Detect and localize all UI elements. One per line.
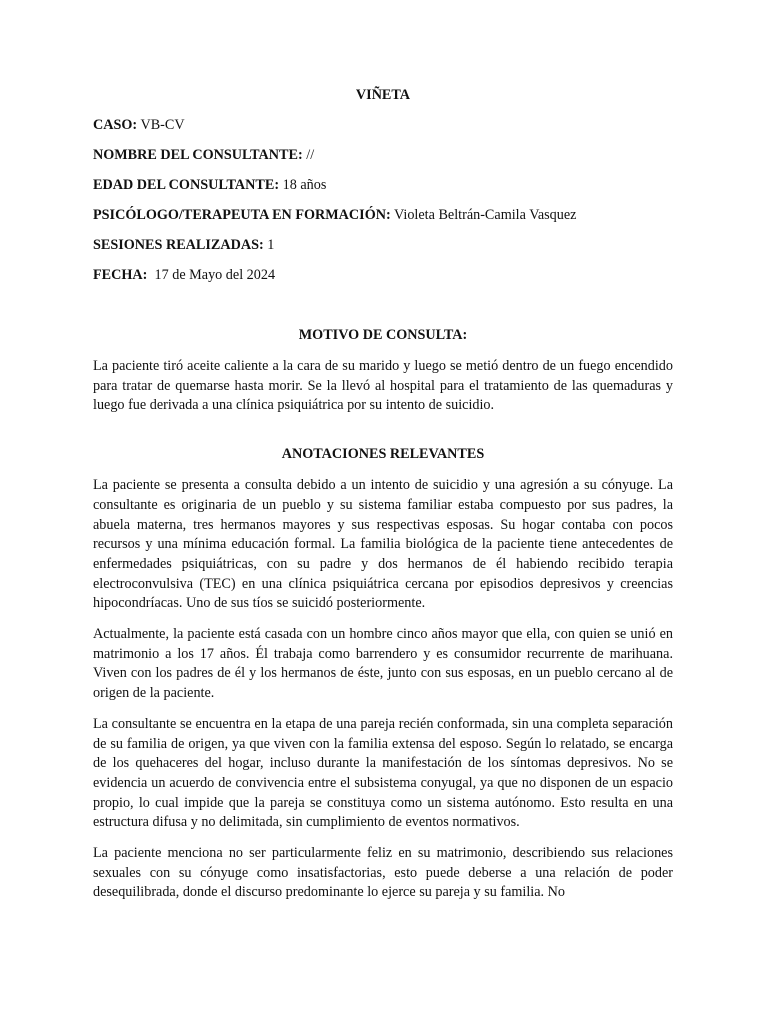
anotaciones-paragraph-4: La paciente menciona no ser particularmente feliz en su matrimonio, describiendo sus relaciones sexuales con su cónyuge como insatisfactorias, esto puede deberse a una relación de poder desequilibrada, donde el discurso predominante lo ejerce su pareja y su familia. No: [93, 845, 673, 901]
field-caso-value: VB-CV: [137, 117, 185, 133]
field-fecha-value: 17 de Mayo del 2024: [147, 267, 276, 283]
anotaciones-heading: ANOTACIONES RELEVANTES: [281, 446, 485, 463]
anotaciones-paragraph-2: Actualmente, la paciente está casada con un hombre cinco años mayor que ella, con quien se unió en matrimonio a los 17 años. Él trabaja como barrendero y es consumidor recurrente de marihuana. Viven con los padres de él y los hermanos de éste, junto con sus esposas, en un pueblo cercano al de origen de la paciente.: [93, 626, 673, 702]
field-sesiones: [93, 236, 673, 256]
anotaciones-paragraph-1: La paciente se presenta a consulta debido a un intento de suicidio y una agresión a su cónyuge. La consultante es originaria de un pueblo y su sistema familiar estaba compuesto por sus padres, la abuela materna, tres hermanos mayores y sus respectivas esposas. Su hogar contaba con pocos recursos y una mínima educación formal. La familia biológica de la paciente tiene antecedentes de enfermedades psiquiátricas, con su padre y dos hermanos de él habiendo recibido terapia electroconvulsiva (TEC) en una clínica psiquiátrica cercana por episodios depresivos y creencias hipocondríacas. Uno de sus tíos se suicidó posteriormente.: [93, 477, 673, 612]
field-sesiones-label: SESIONES REALIZADAS:: [93, 237, 264, 253]
field-caso: [93, 116, 673, 136]
field-nombre-consultante: [93, 146, 673, 166]
field-fecha-label: FECHA:: [93, 267, 148, 283]
field-sesiones-value: 1: [263, 237, 275, 253]
field-psicologo-label: PSICÓLOGO/TERAPEUTA EN FORMACIÓN:: [93, 207, 391, 223]
field-nombre-consultante-label: NOMBRE DEL CONSULTANTE:: [93, 147, 303, 163]
document-title: VIÑETA: [355, 87, 411, 103]
motivo-paragraph: La paciente tiró aceite caliente a la cara de su marido y luego se metió dentro de un fuego encendido para tratar de quemarse hasta morir. Se la llevó al hospital para el tratamiento de las quemaduras y luego fue derivada a una clínica psiquiátrica por su intento de suicidio.: [93, 358, 673, 414]
field-edad-consultante-value: 18 años: [279, 177, 327, 193]
field-nombre-consultante-value: //: [302, 147, 315, 163]
field-psicologo-value: Violeta Beltrán-Camila Vasquez: [390, 207, 577, 223]
field-caso-label: CASO:: [93, 117, 138, 133]
anotaciones-paragraph-3: La consultante se encuentra en la etapa de una pareja recién conformada, sin una completa separación de su familia de origen, ya que viven con la familia extensa del esposo. Según lo relatado, se encarga de los quehaceres del hogar, incluso durante la manifestación de los síntomas depresivos. No se evidencia un acuerdo de convivencia entre el subsistema conyugal, ya que no disponen de un espacio propio, lo cual impide que la pareja se constituya como un sistema autónomo. Esto resulta en una estructura difusa y no delimitada, sin cumplimiento de eventos normativos.: [93, 715, 673, 831]
field-fecha: [93, 266, 673, 286]
field-edad-consultante-label: EDAD DEL CONSULTANTE:: [93, 177, 280, 193]
field-edad-consultante: [93, 176, 673, 196]
motivo-heading: MOTIVO DE CONSULTA:: [298, 327, 468, 343]
document-page: [93, 86, 673, 903]
field-psicologo: [93, 206, 673, 226]
